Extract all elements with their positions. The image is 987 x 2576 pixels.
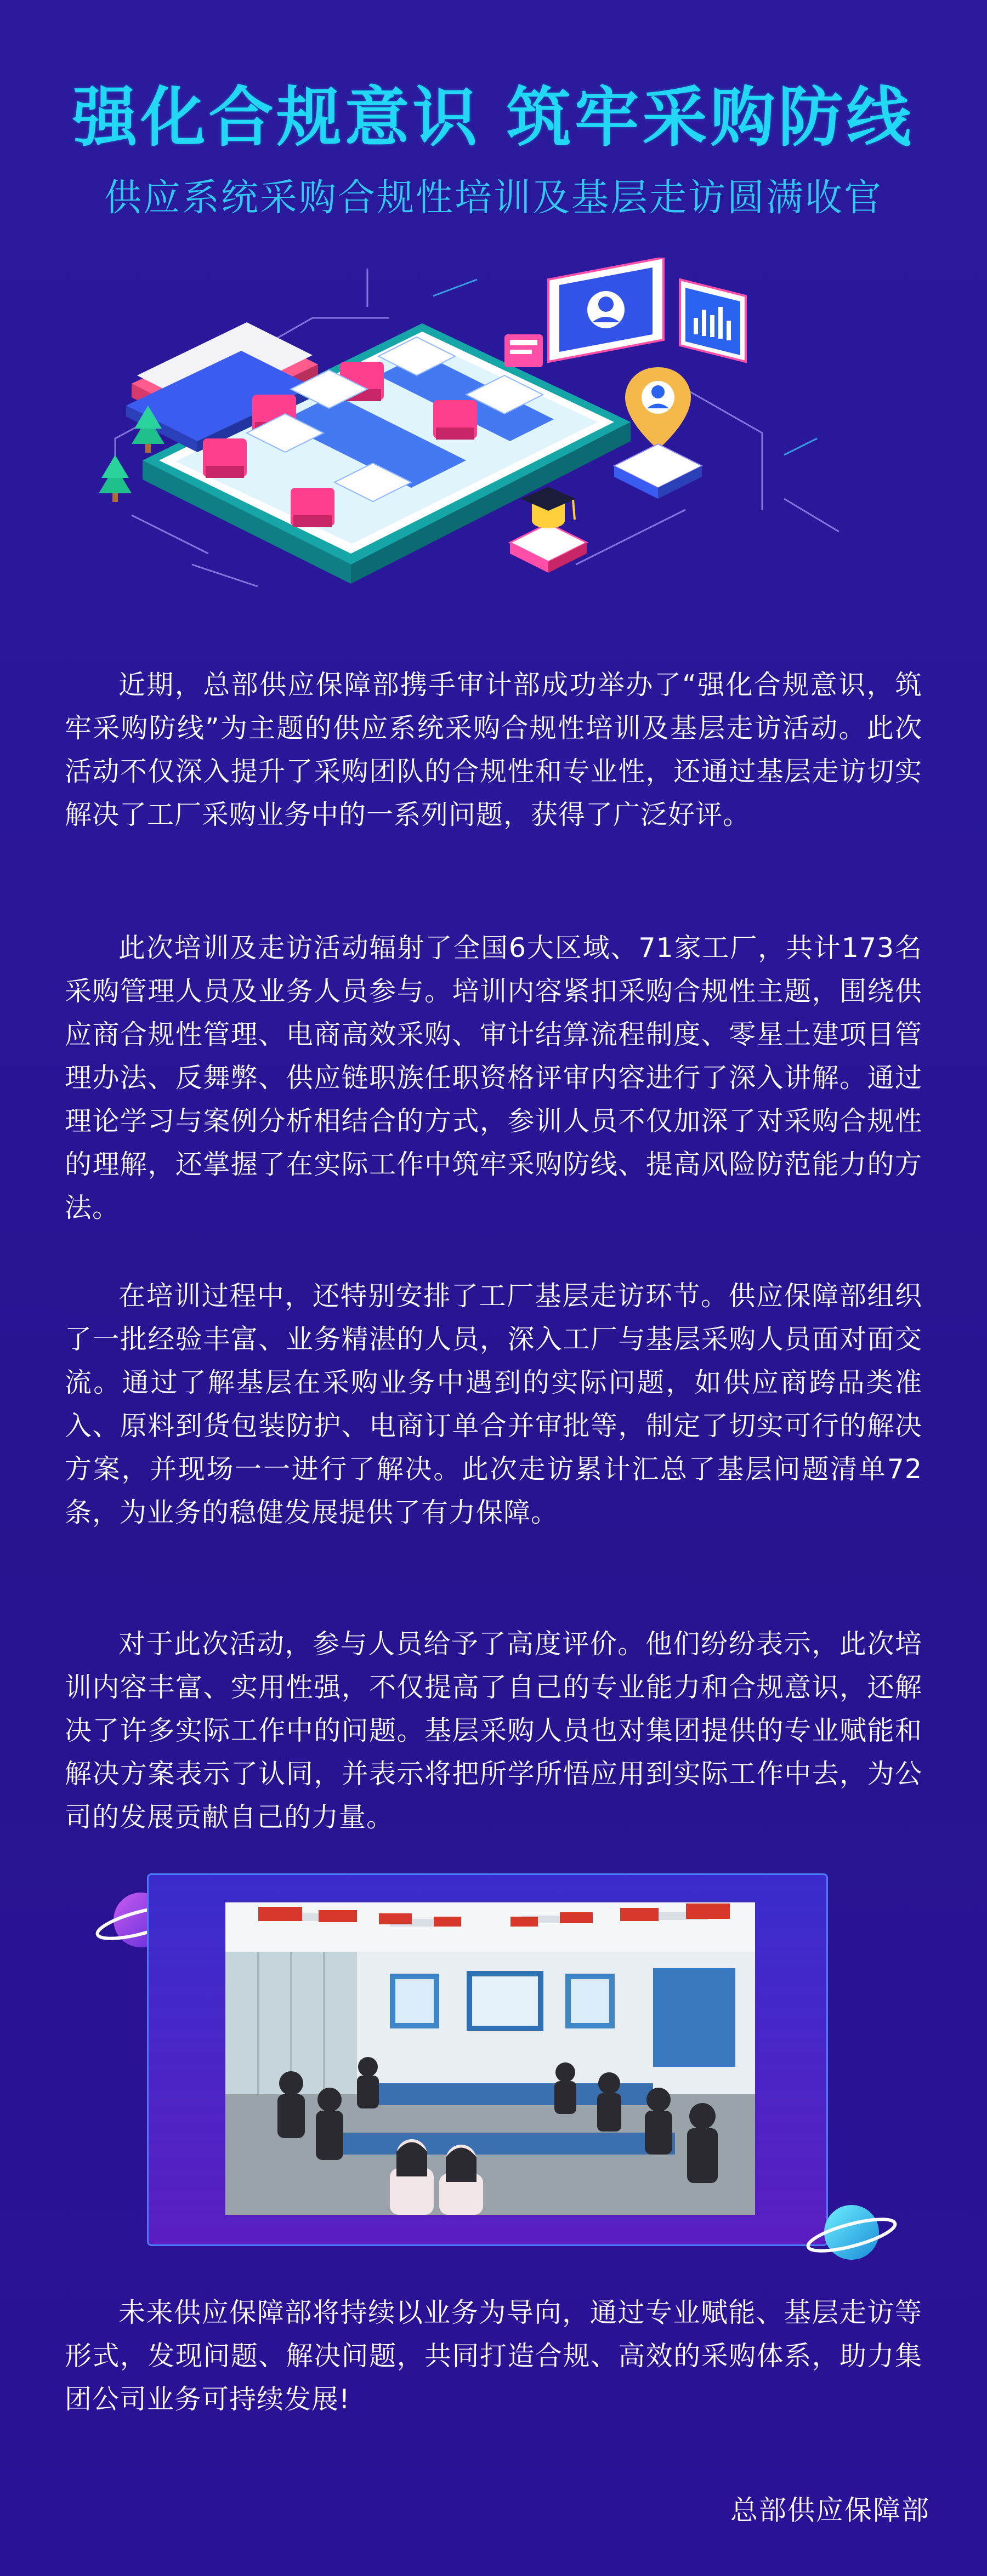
paragraph-feedback: 对于此次活动，参与人员给予了高度评价。他们纷纷表示，此次培训内容丰富、实用性强，不仅提高了自己的专业能力和合规意识，还解决了许多实际工作中的问题。基层采购人员也对集团提供的专业赋能和解决方案表示了认同，并表示将把所学所悟应用到实际工作中去，为公司的发展贡献自己的力量。 [65, 1628, 922, 1833]
graduation-cap-icon [510, 487, 587, 573]
training-session-photo [225, 1902, 755, 2215]
paragraph-future: 未来供应保障部将持续以业务为导向，通过专业赋能、基层走访等形式，发现问题、解决问题，共同打造合规、高效的采购体系，助力集团公司业务可持续发展! [65, 2297, 922, 2415]
signature: 总部供应保障部 [730, 2494, 930, 2526]
paragraph-intro: 近期，总部供应保障部携手审计部成功举办了“强化合规意识，筑牢采购防线”为主题的供应系统采购合规性培训及基层走访活动。此次活动不仅深入提升了采购团队的合规性和专业性，还通过基层走访切实解决了工厂采购业务中的一系列问题，获得了广泛好评。 [65, 669, 922, 830]
photo-frame [147, 1873, 828, 2246]
page-subtitle: 供应系统采购合规性培训及基层走访圆满收官 [104, 176, 883, 220]
paragraph-scope: 此次培训及走访活动辐射了全国6大区域、71家工厂，共计173名采购管理人员及业务人员参与。培训内容紧扣采购合规性主题，围绕供应商合规性管理、电商高效采购、审计结算流程制度、零星土建项目管理办法、反舞弊、供应链职族任职资格评审内容进行了深入讲解。通过理论学习与案例分析相结合的方式，参训人员不仅加深了对采购合规性的理解，还掌握了在实际工作中筑牢采购防线、提高风险防范能力的方法。 [65, 932, 922, 1223]
page-title: 强化合规意识 筑牢采购防线 [72, 79, 915, 155]
planet-icon [805, 2191, 898, 2273]
paragraph-visit: 在培训过程中，还特别安排了工厂基层走访环节。供应保障部组织了一批经验丰富、业务精湛的人员，深入工厂与基层采购人员面对面交流。通过了解基层在采购业务中遇到的实际问题，如供应商跨品类准入、原料到货包装防护、电商订单合并审批等，制定了切实可行的解决方案，并现场一一进行了解决。此次走访累计汇总了基层问题清单72条，为业务的稳健发展提供了有力保障。 [65, 1280, 922, 1528]
tree-icon [99, 406, 164, 502]
hero-illustration [82, 258, 905, 597]
